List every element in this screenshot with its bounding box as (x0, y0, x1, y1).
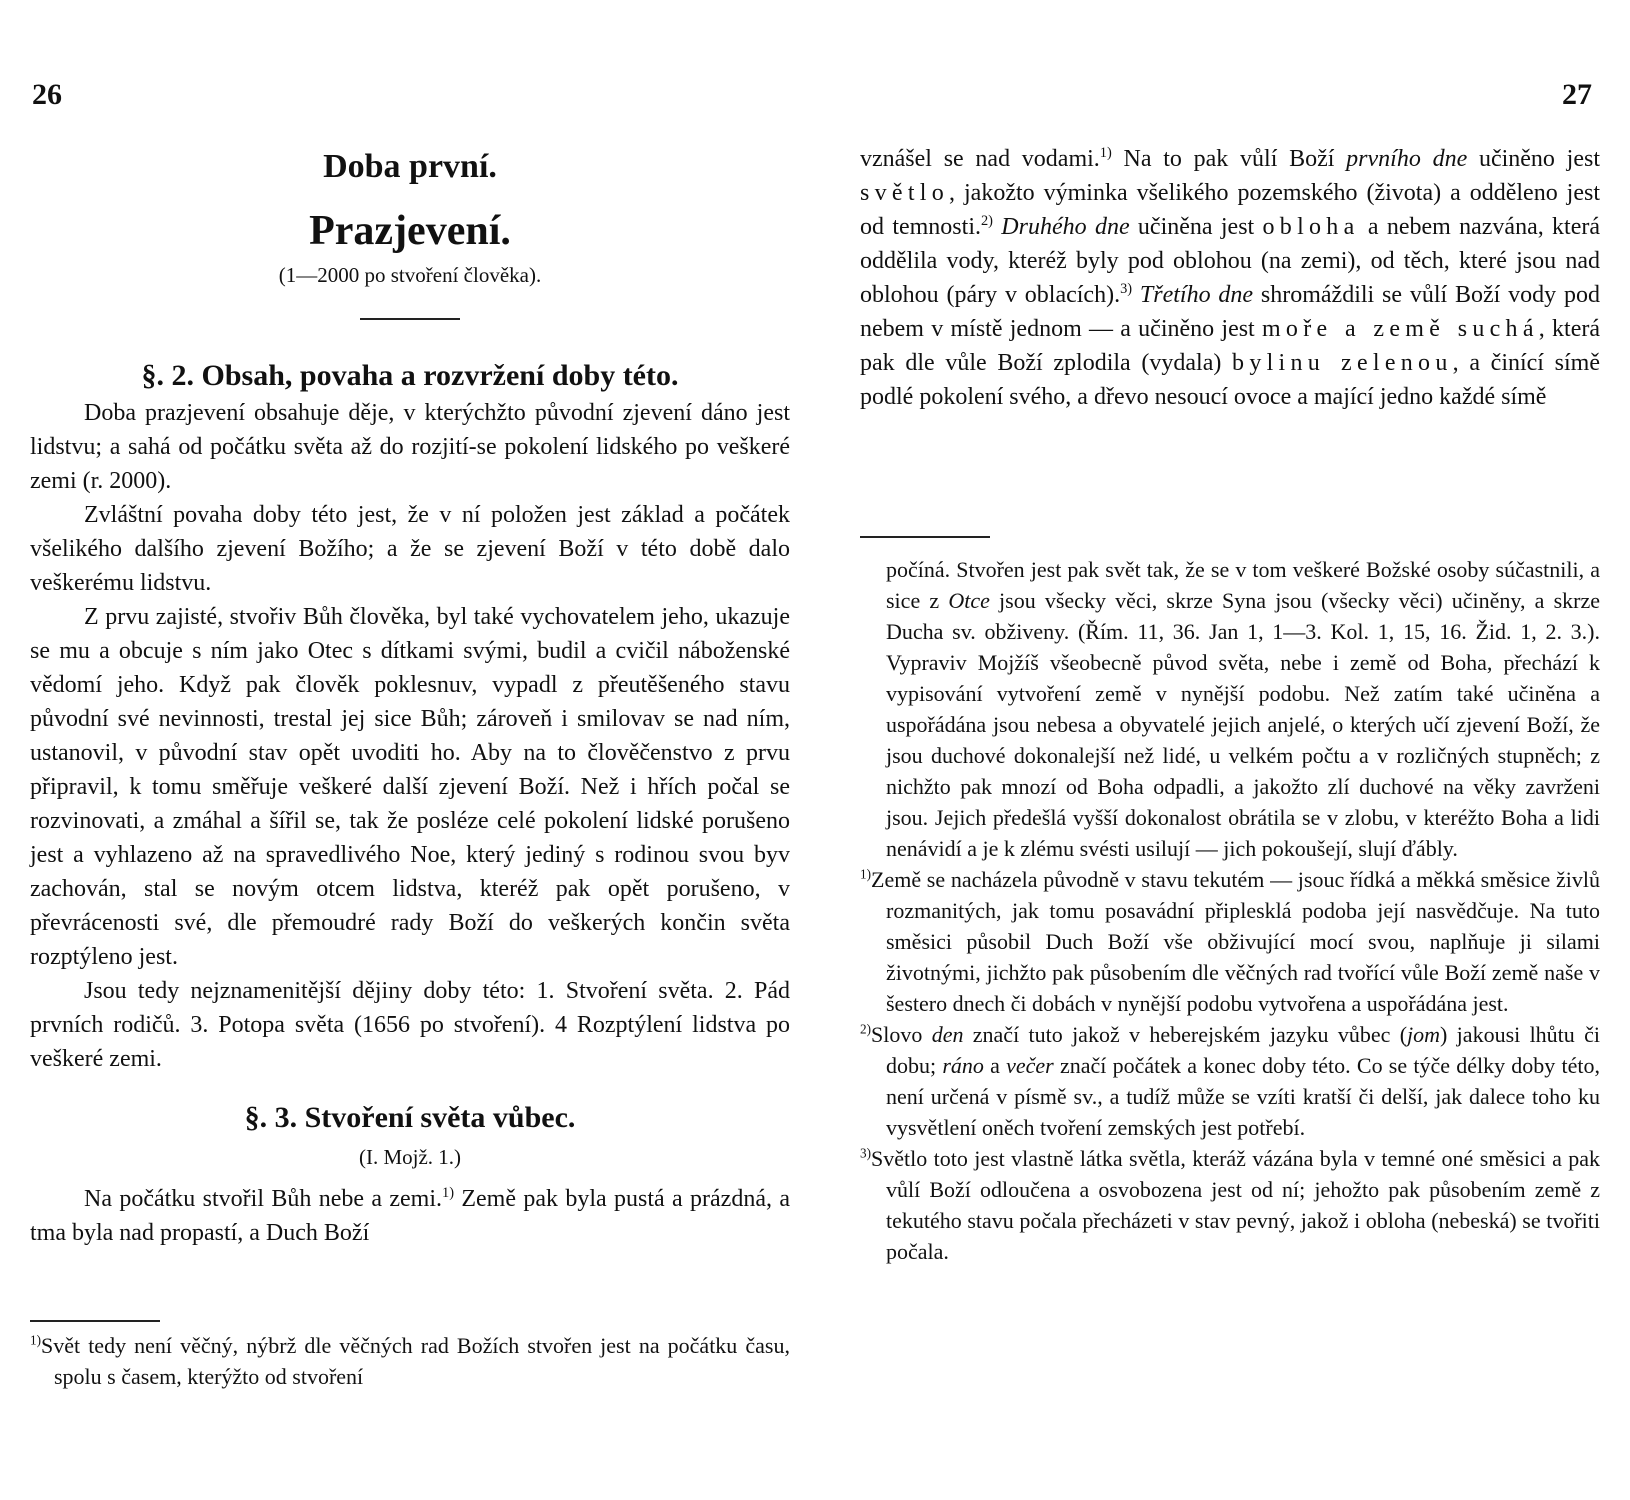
paragraph (860, 142, 1600, 414)
text-run: , která pak dle vůle Boží zplodila (vydala) (860, 316, 1600, 376)
text-run: a nebem nazvána, která oddělila vody, kteréž byly pod oblohou (na zemi), od těch, které jsou nad oblohou (páry v oblacích). (860, 214, 1600, 308)
right-page (860, 0, 1600, 1500)
footnote-list (30, 1330, 790, 1392)
text-run: ) jakousi lhůtu či dobu; (886, 1022, 1600, 1078)
text-run: Slovo (871, 1022, 932, 1047)
text-run: shromáždili se vůlí Boží vody pod nebem v místě jednom — a učiněno jest (860, 282, 1600, 342)
italic-run: večer (1006, 1053, 1054, 1078)
text-run: učiněno jest (1467, 146, 1600, 172)
spaced-run: světlo (860, 180, 950, 206)
spaced-run: bylinu zelenou (1232, 350, 1453, 376)
footnote-ref: 1) (442, 1185, 455, 1201)
footnote (860, 1019, 1600, 1143)
paragraph (30, 1182, 790, 1250)
paragraph-start: Na počátku stvořil Bůh nebe a zemi. (84, 1186, 443, 1212)
page-number-left: 26 (32, 78, 62, 111)
footnote-text: Země se nacházela původně v stavu tekutém — jsouc řídká a měkká směsice živlů rozmanitých, jak tomu posavádní připlesklá podoba její nasvědčuje. Na tuto směsici působil Duch Boží vše obživující mocí svou, naplňuje ji silami životnými, jichžto pak působením dle věčných rad tvořící vůle Boží země naše v šestero dnech či dobách v nynější podobu vytvořena a uspořádána jest. (871, 867, 1600, 1016)
footnote-marker: 2) (860, 1021, 871, 1037)
text-run: počíná. Stvořen jest pak svět tak, že se v tom veškeré Božské osoby súčastnili, a sice z (886, 557, 1600, 613)
footnote (30, 1330, 790, 1392)
footnote-ref: 3) (1120, 281, 1133, 297)
text-run: Na to pak vůlí Boží (1111, 146, 1347, 172)
right-footnotes (860, 536, 1600, 1267)
text-run: značí počátek a konec doby této. Co se týče délky doby této, není určená v písmě sv., a tudíž může se vzíti kratší či delší, jak dalece toho ku vysvětlení oněch tvoření zemských jest potřebí. (886, 1053, 1601, 1140)
italic-run: Třetího dne (1132, 282, 1254, 308)
text-run: jsou všecky věci, skrze Syna jsou (všecky věci) učiněny, a skrze Ducha sv. obživeny. (Řím. 11, 36. Jan 1, 1—3. Kol. 1, 15, 16. Žid. 1, 2. 3.). Vypraviv Mojžíš všeobecně původ světa, nebe i země od Boha, přechází k vypisování vytvoření země v nynější podobu. Než zatím také učiněna a uspořádána jsou nebesa a obyvatelé jejich anjelé, o kterých učí zjevení Boží, že jsou duchové dokonalejší než lidé, u velkém počtu a v rozličných stupněch; z nichžto pak mnozí od Boha odpadli, a jakožto zlí duchové na věky zavrženi jsou. Jejich předešlá vyšší dokonalost obrátila se v zlobu, v kteréžto Boha a lidi nenávidí a je k zlému svésti usilují — jich pokoušejí, slují ďábly. (886, 588, 1600, 861)
paragraph: Z prvu zajisté, stvořiv Bůh člověka, byl také vychovatelem jeho, ukazuje se mu a obcuje s ním jako Otec s dítkami svými, budil a cvičil náboženské vědomí jeho. Když pak člověk poklesnuv, vypadl z přeutěšeného stavu původní své nevinnosti, trestal jej sice Bůh; zároveň i smilovav se nad ním, ustanovil, v původní stav opět uvoditi ho. Aby na to člověčenstvo z prvu připravil, k tomu směřuje veškeré další zjevení Boží. Než i hřích počal se rozvinovati, a zmáhal a šířil se, tak že posléze celé pokolení lidské porušeno jest a vyhlazeno až na spravedlivého Noe, který jediný s rodinou svou byv zachován, stal se novým otcem lidstva, kteréž pak opět porušeno, v převrácenosti své, dle přemoudré rady Boží do veškerých končin světa rozptýleno jest. (30, 604, 790, 970)
italic-run: prvního dne (1346, 146, 1468, 172)
footnote-rule (30, 1320, 160, 1322)
text-run: , a činící símě podlé pokolení svého, a dřevo nesoucí ovoce a mající jedno každé símě (860, 350, 1600, 410)
italic-run: Otce (948, 588, 990, 613)
italic-run: jom (1407, 1022, 1441, 1047)
paragraph: Zvláštní povaha doby této jest, že v ní položen jest základ a počátek všelikého dalšího zjevení Božího; a že se zjevení Boží v této době dalo veškerému lidstvu. (30, 502, 790, 596)
footnote-marker: 1) (30, 1332, 41, 1348)
section-heading-3: §. 3. Stvoření světa vůbec. (244, 1101, 576, 1134)
footnote-list (860, 554, 1600, 1267)
italic-run: den (931, 1022, 964, 1047)
left-footnotes (30, 1320, 790, 1392)
page-number-right: 27 (1562, 78, 1592, 111)
text-run: , jakožto výminka všelikého pozemského (života) a odděleno jest od temnosti. (860, 180, 1600, 240)
italic-run: Druhého dne (992, 214, 1130, 240)
left-page (30, 0, 790, 1500)
footnote-ref: 2) (980, 213, 993, 229)
era-title: Prazjevení. (309, 208, 511, 254)
text-run: učiněna jest (1129, 214, 1263, 240)
section-heading-2: §. 2. Obsah, povaha a rozvržení doby této. (141, 359, 679, 392)
footnote (860, 1143, 1600, 1267)
footnote-marker: 3) (860, 1145, 871, 1161)
footnote-text: Svět tedy není věčný, nýbrž dle věčných rad Božích stvořen jest na počátku času, spolu s časem, kterýžto od stvoření (41, 1333, 790, 1389)
paragraph: Doba prazjevení obsahuje děje, v kterýchžto původní zjevení dáno jest lidstvu; a sahá od počátku světa až do rozjití-se pokolení lidského po veškeré zemi (r. 2000). (30, 400, 790, 494)
footnote-text: Světlo toto jest vlastně látka světla, kteráž vázána byla v temné oné směsici a pak vůlí Boží odloučena a osvobozena jest od ní; jehožto pak působením země z tekutého stavu počala přecházeti v stav pevný, jakož i obloha (nebeská) se tvořiti počala. (871, 1146, 1600, 1264)
spaced-run: obloha (1262, 214, 1360, 240)
left-page-content (30, 140, 790, 1250)
footnote-rule (860, 536, 990, 538)
italic-run: ráno (942, 1053, 984, 1078)
era-heading: Doba první. (323, 148, 497, 185)
era-range: (1—2000 po stvoření člověka). (278, 263, 542, 287)
text-run: vznášel se nad vodami. (860, 146, 1100, 172)
footnote-marker: 1) (860, 866, 871, 882)
paragraph-rest: Země pak byla pustá a prázdná, a tma byla nad propastí, a Duch Boží (30, 1186, 790, 1246)
text-run: a (983, 1053, 1007, 1078)
paragraph: Jsou tedy nejznamenitější dějiny doby této: 1. Stvoření světa. 2. Pád prvních rodičů. 3. Potopa světa (1656 po stvoření). 4 Rozptýlení lidstva po veškeré zemi. (30, 978, 790, 1072)
footnote-continuation (886, 554, 1600, 864)
section-divider (360, 318, 460, 320)
footnote-ref: 1) (1099, 145, 1112, 161)
section-2-text (30, 396, 790, 1076)
scripture-reference: (I. Mojž. 1.) (358, 1145, 462, 1169)
spaced-run: moře a země suchá (1261, 316, 1539, 342)
footnote (860, 864, 1600, 1019)
text-run: značí tuto jakož v heberejském jazyku vůbec ( (963, 1022, 1408, 1047)
section-3-text (30, 1182, 790, 1250)
right-page-content (860, 142, 1600, 414)
